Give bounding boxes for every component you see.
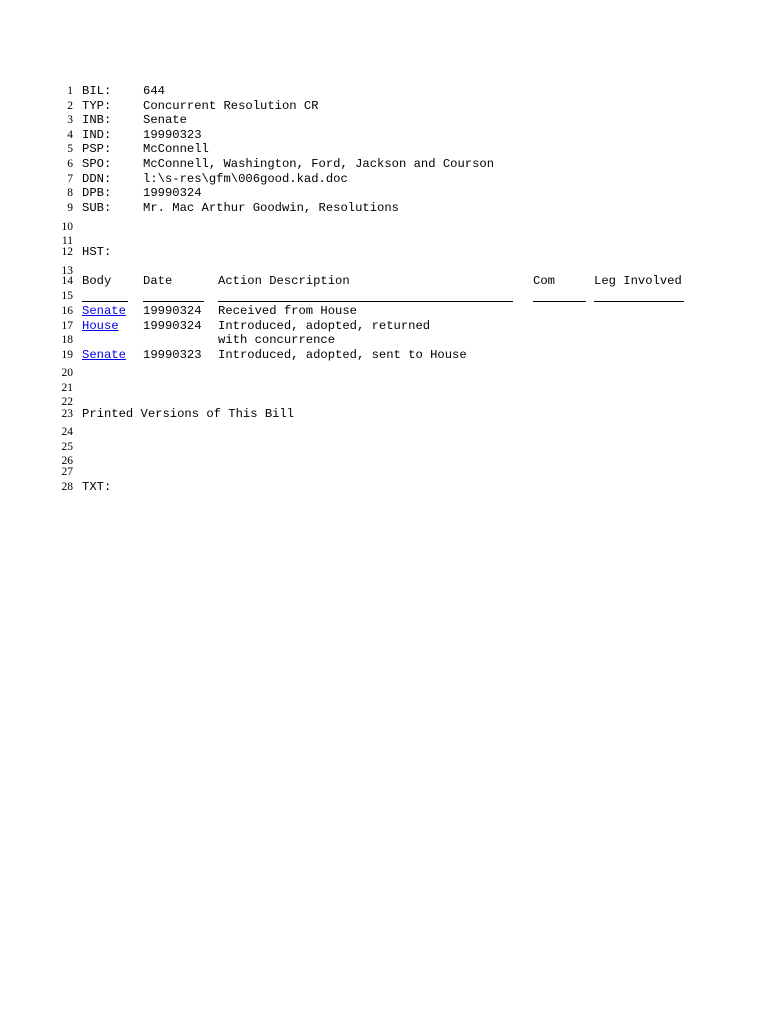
field-value-sub: Mr. Mac Arthur Goodwin, Resolutions: [143, 201, 399, 215]
field-value-ddn: l:\s-res\gfm\006good.kad.doc: [143, 172, 348, 186]
line-number: 15: [61, 290, 73, 302]
line-number: 10: [61, 221, 73, 233]
column-header-body: Body: [82, 274, 112, 288]
line-number: 14: [61, 275, 73, 287]
line-number: 9: [67, 202, 73, 214]
column-header-action: Action Description: [218, 274, 350, 288]
field-label-psp: PSP:: [82, 142, 112, 156]
line-number: 25: [61, 441, 73, 453]
field-label-inb: INB:: [82, 113, 112, 127]
line-number: 16: [61, 305, 73, 317]
line-number: 24: [61, 426, 73, 438]
body-link-senate[interactable]: Senate: [82, 348, 126, 362]
field-label-ind: IND:: [82, 128, 112, 142]
column-header-com: Com: [533, 274, 555, 288]
line-number: 6: [67, 158, 73, 170]
line-number: 7: [67, 173, 73, 185]
printed-versions-heading: Printed Versions of This Bill: [82, 407, 295, 421]
line-number: 17: [61, 320, 73, 332]
field-value-typ: Concurrent Resolution CR: [143, 99, 319, 113]
field-label-typ: TYP:: [82, 99, 112, 113]
line-number: 19: [61, 349, 73, 361]
column-header-date: Date: [143, 274, 173, 288]
line-number: 8: [67, 187, 73, 199]
txt-label: TXT:: [82, 480, 112, 494]
line-number: 2: [67, 100, 73, 112]
line-number: 3: [67, 114, 73, 126]
line-number: 4: [67, 129, 73, 141]
line-number: 18: [61, 334, 73, 346]
header-underline: [82, 301, 128, 302]
action-description: Received from House: [218, 304, 357, 318]
line-number: 5: [67, 143, 73, 155]
field-label-spo: SPO:: [82, 157, 112, 171]
field-value-psp: McConnell: [143, 142, 209, 156]
line-number: 26: [61, 455, 73, 467]
history-label: HST:: [82, 245, 112, 259]
field-value-dpb: 19990324: [143, 186, 202, 200]
line-number: 12: [61, 246, 73, 258]
field-value-bil: 644: [143, 84, 165, 98]
line-number: 21: [61, 382, 73, 394]
line-number: 1: [67, 85, 73, 97]
action-date: 19990324: [143, 319, 202, 333]
field-label-dpb: DPB:: [82, 186, 112, 200]
field-label-bil: BIL:: [82, 84, 112, 98]
header-underline: [218, 301, 513, 302]
line-number: 23: [61, 408, 73, 420]
action-description: Introduced, adopted, sent to House: [218, 348, 467, 362]
field-label-sub: SUB:: [82, 201, 112, 215]
action-date: 19990323: [143, 348, 202, 362]
line-number: 11: [61, 235, 73, 247]
field-label-ddn: DDN:: [82, 172, 112, 186]
line-number: 20: [61, 367, 73, 379]
action-description: Introduced, adopted, returned: [218, 319, 431, 333]
line-number: 22: [61, 396, 73, 408]
line-number: 13: [61, 265, 73, 277]
body-link-house[interactable]: House: [82, 319, 119, 333]
column-header-leg: Leg Involved: [594, 274, 682, 288]
action-description-continued: with concurrence: [218, 333, 336, 347]
line-number: 27: [61, 466, 73, 478]
action-date: 19990324: [143, 304, 202, 318]
line-number: 28: [61, 481, 73, 493]
field-value-spo: McConnell, Washington, Ford, Jackson and Courson: [143, 157, 495, 171]
body-link-senate[interactable]: Senate: [82, 304, 126, 318]
header-underline: [533, 301, 586, 302]
field-value-ind: 19990323: [143, 128, 202, 142]
field-value-inb: Senate: [143, 113, 187, 127]
header-underline: [594, 301, 684, 302]
header-underline: [143, 301, 204, 302]
